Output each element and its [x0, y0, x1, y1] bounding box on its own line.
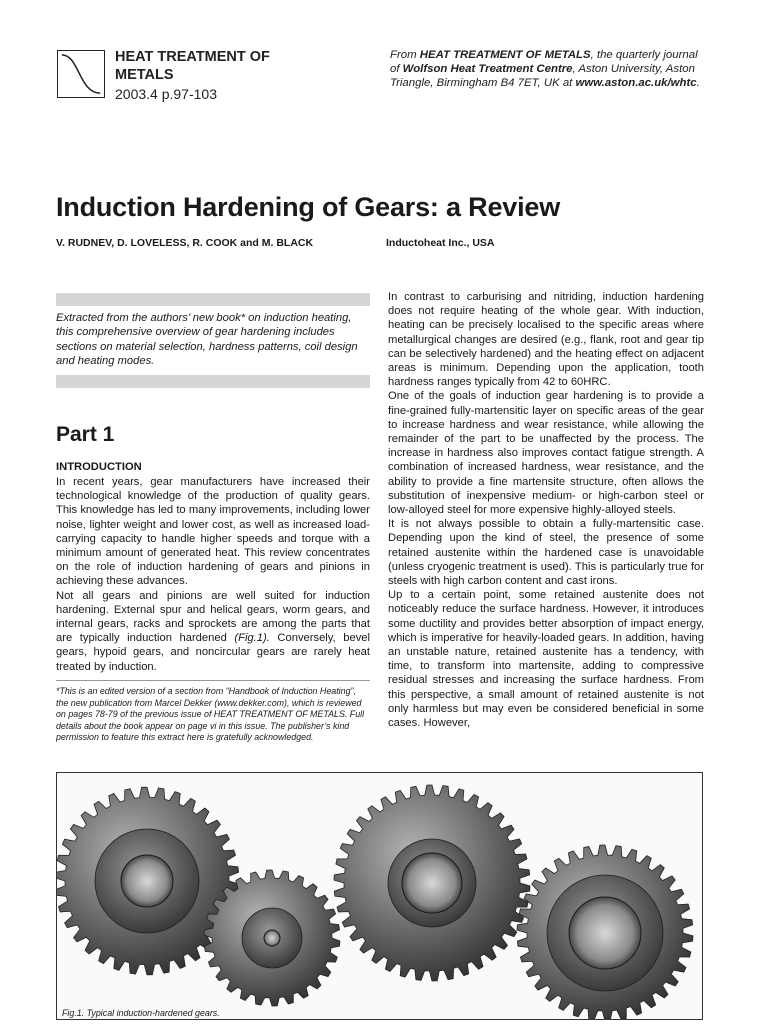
gear-4-bore — [569, 897, 641, 969]
gear-1-bore — [121, 855, 173, 907]
right-paragraph-3: It is not always possible to obtain a fully-martensitic case. Depending upon the kind of steel, the presence of some retained austenite within the hardened case is unavoidable (unless cryogenic treatment is used). This is particularly true for steels with high carbon content and cast irons. — [388, 518, 704, 588]
right-paragraph-2: One of the goals of induction gear hardening is to provide a fine-grained fully-martensitic layer on specific areas of the gear to increase hardness and wear resistance, while allowing the remainder of the part to be unaffected by the process. The increase in hardness also improves contact fatigue strength. A combination of increased hardness, wear resistance, and the ability to provide a fine martensite structure, often allows the substitution of inexpensive medium- or high-carbon steel or low-alloyed steel for more expensive highly-alloyed steels. — [388, 390, 704, 517]
journal-logo — [57, 50, 105, 98]
gears-photo — [57, 773, 702, 1019]
part-heading: Part 1 — [56, 423, 115, 446]
intro-body — [56, 475, 370, 674]
right-column — [388, 290, 704, 730]
abstract: Extracted from the authors’ new book* on induction heating, this comprehensive overview of gear hardening includes sections on material selection, hardness patterns, coil design and heating modes. — [56, 312, 358, 368]
source-suffix: . — [696, 77, 700, 89]
intro-p2-text-end: Conversely, bevel gears, hypoid gears, and noncircular gears are rarely heat treated by induction. — [56, 632, 370, 673]
source-url-link[interactable]: www.aston.ac.uk/whtc — [575, 77, 697, 89]
authors: V. RUDNEV, D. LOVELESS, R. COOK and M. BLACK — [56, 237, 314, 249]
source-address: , Aston University, Aston Triangle, Birmingham B4 7ET, UK at — [390, 63, 695, 89]
gear-3-bore — [402, 853, 462, 913]
right-paragraph-4: Up to a certain point, some retained austenite does not noticeably reduce the surface hardness. However, it introduces some ductility and provides better absorption of impact energy, which is imperative for heavily-loaded gears. In addition, having an unstable nature, retained austenite has a tendency, with time, to transform into martensite, adding to compressive residual stresses and increasing the surface hardness. From this perspective, a small amount of retained austenite is not only harmless but may even be considered beneficial in some cases. However, — [388, 589, 704, 730]
gear-2-bore — [264, 930, 280, 946]
intro-paragraph-1: In recent years, gear manufacturers have increased their technological knowledge of the production of quality gears. This knowledge has led to many improvements, including lower noise, lighter weight and lower cost, as well as increased load-carrying capacity to handle higher speeds and torque with a minimum amount of generated heat. This review concentrates on the role of induction hardening of gears and pinions in achieving these advances. — [56, 476, 370, 588]
source-middle: , the quarterly journal of — [390, 49, 698, 75]
gears-figure — [56, 772, 703, 1020]
right-paragraph-1: In contrast to carburising and nitriding, induction hardening does not require heating of the whole gear. With induction, heating can be precisely localised to the specific areas where metallurgical changes are desired (e.g., flank, root and gear tip can be selectively hardened) and the heating effect on adjacent areas is minimum. Depending upon the application, tooth hardness ranges typically from 42 to 60HRC. — [388, 291, 704, 389]
fig-reference: (Fig.1). — [234, 632, 270, 645]
article-title: Induction Hardening of Gears: a Review — [56, 192, 560, 222]
intro-p2-text: Not all gears and pinions are well suited for induction hardening. External spur and helical gears, worm gears, and internal gears, racks and sprockets are among the parts that are typically induction hardened — [56, 589, 370, 645]
source-note — [390, 48, 704, 90]
footnote: *This is an edited version of a section from “Handbook of Induction Heating”, the new publication from Marcel Dekker (www.dekker.com), which is reviewed on pages 78-79 of the previous issue of HEAT TREATMENT OF METALS. Full details about the book appear on page vi in this issue. The publisher’s kind permission to feature this extract here is gratefully acknowledged. — [56, 686, 365, 743]
figure-caption: Fig.1. Typical induction-hardened gears. — [62, 1008, 220, 1018]
source-centre: Wolfson Heat Treatment Centre — [402, 63, 573, 75]
source-prefix: From — [390, 49, 420, 61]
intro-heading: INTRODUCTION — [56, 461, 142, 473]
logo-curve-icon — [58, 51, 104, 97]
journal-issue: 2003.4 p.97-103 — [115, 86, 217, 102]
abstract-bottom-bar — [56, 375, 370, 388]
affiliation: Inductoheat Inc., USA — [386, 237, 495, 249]
footnote-divider — [56, 680, 370, 681]
abstract-top-bar — [56, 293, 370, 306]
source-journal: HEAT TREATMENT OF METALS — [419, 49, 591, 61]
intro-paragraph-2 — [56, 589, 370, 674]
journal-name: HEAT TREATMENT OF METALS — [115, 49, 270, 83]
